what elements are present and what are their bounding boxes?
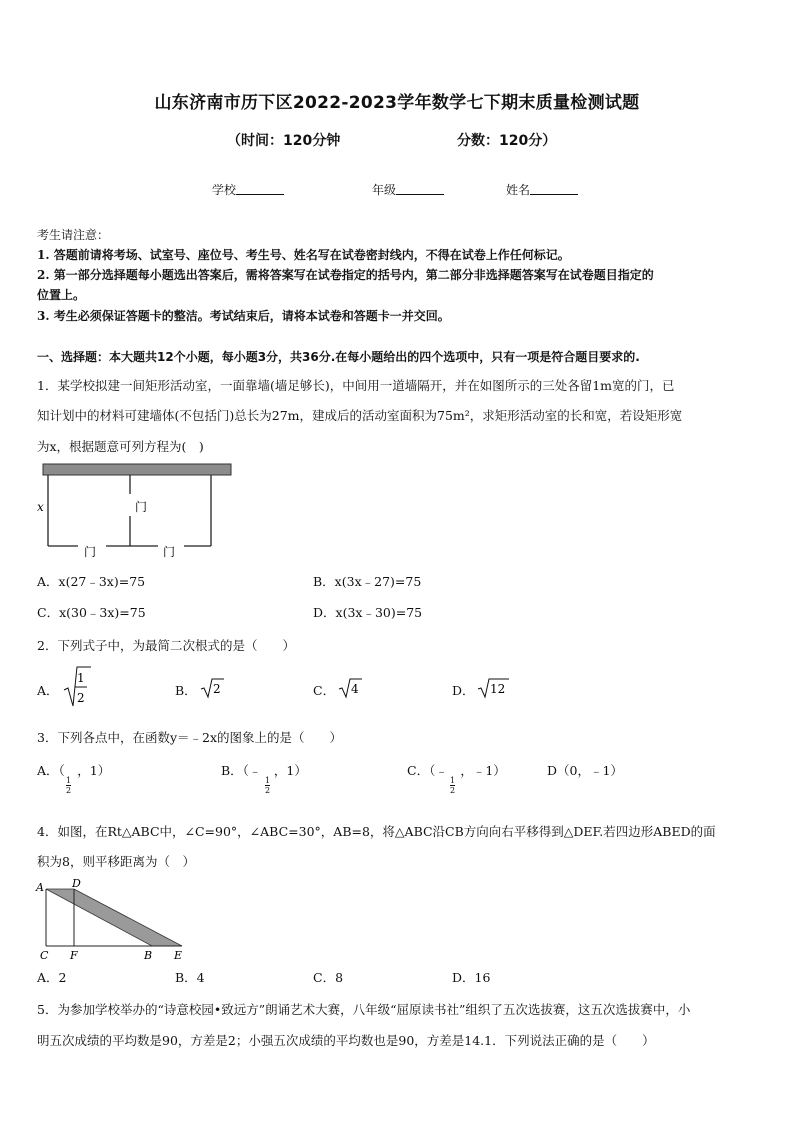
notice-heading: 考生请注意： — [37, 228, 110, 242]
q1-figure — [36, 460, 236, 562]
pt-a: A — [36, 881, 44, 894]
q1-line-2: 知计划中的材料可建墙体(不包括门)总长为27m，建成后的活动室面积为75m²，求矩形活动室的长和宽，若设矩形宽 — [37, 408, 683, 423]
q4-line-2: 积为8，则平移距离为（ ） — [37, 854, 195, 869]
q2-option-b[interactable] — [175, 681, 197, 699]
q2-d-label: D． — [452, 683, 475, 698]
q4-option-c[interactable]: C．8 — [313, 970, 344, 985]
q2-b-rad: 2 — [213, 682, 221, 696]
name-label: 姓名 — [506, 183, 531, 197]
grade-label: 年级 — [372, 183, 397, 197]
q3-a-frac: 1 2 — [66, 776, 72, 795]
exam-score: 分数：120分） — [457, 133, 557, 149]
pt-c: C — [40, 949, 49, 962]
q2-option-c[interactable] — [313, 681, 335, 699]
q2-a-num: 1 — [77, 671, 85, 685]
q4-figure — [34, 876, 194, 964]
q2-option-a[interactable] — [37, 681, 59, 699]
wall — [43, 464, 231, 475]
school-field — [212, 181, 284, 198]
exam-time: （时间：120分钟 — [227, 133, 341, 149]
pt-d: D — [72, 877, 81, 890]
q3-stem: 3．下列各点中，在函数y＝﹣2x的图象上的是（ ） — [37, 730, 343, 745]
q3-option-a[interactable]: A．（ ，1） — [37, 763, 111, 778]
page-title: 山东济南市历下区2022-2023学年数学七下期末质量检测试题 — [154, 93, 640, 113]
q2-stem: 2．下列式子中，为最简二次根式的是（ ） — [37, 638, 295, 653]
pt-f: F — [70, 949, 78, 962]
parallelogram-abed — [46, 889, 182, 946]
q2-d-radical — [476, 677, 510, 699]
q5-line-1: 5．为参加学校举办的“诗意校园•致远方”朗诵艺术大赛，八年级“屈原读书社”组织了五次选拔赛，这五次选拔赛中，小 — [37, 1002, 691, 1017]
notice-line-3: 3. 考生必须保证答题卡的整洁。考试结束后，请将本试卷和答题卡一并交回。 — [37, 309, 450, 323]
q2-b-label: B． — [175, 683, 197, 698]
q4-option-d[interactable]: D．16 — [452, 970, 491, 985]
q1-option-b[interactable]: B．x(3x﹣27)=75 — [313, 574, 422, 589]
notice-line-2-cont: 位置上。 — [37, 288, 86, 302]
grade-blank[interactable] — [396, 182, 444, 195]
q3-option-d[interactable]: D（0，﹣1） — [547, 763, 623, 778]
q2-a-radical — [62, 664, 92, 710]
fig-x-label: x — [37, 500, 44, 514]
fig-door-3: 门 — [163, 545, 176, 559]
q3-option-b[interactable]: B．（﹣ ，1） — [221, 763, 307, 778]
q5-line-2: 明五次成绩的平均数是90，方差是2；小强五次成绩的平均数也是90，方差是14.1．下列说法正确的是（ ） — [37, 1033, 655, 1048]
fig-door-1: 门 — [135, 500, 148, 514]
notice-line-1: 1. 答题前请将考场、试室号、座位号、考生号、姓名写在试卷密封线内，不得在试卷上作任何标记。 — [37, 248, 570, 262]
q2-c-label: C． — [313, 683, 336, 698]
q1-option-c[interactable]: C．x(30﹣3x)=75 — [37, 605, 146, 620]
pt-b: B — [144, 949, 153, 962]
q4-option-a[interactable]: A．2 — [37, 970, 67, 985]
q2-c-rad: 4 — [351, 682, 359, 696]
q1-line-1: 1．某学校拟建一间矩形活动室，一面靠墙(墙足够长)，中间用一道墙隔开，并在如图所示的三处各留1m宽的门，已 — [37, 378, 675, 393]
q2-b-radical — [199, 677, 225, 699]
name-blank[interactable] — [530, 182, 578, 195]
section-heading: 一、选择题：本大题共12个小题，每小题3分，共36分.在每小题给出的四个选项中，只有一项是符合题目要求的. — [37, 350, 640, 364]
q2-option-d[interactable] — [452, 681, 475, 699]
q3-c-frac: 1 2 — [450, 776, 456, 795]
school-blank[interactable] — [236, 182, 284, 195]
grade-field — [372, 181, 444, 198]
q1-option-d[interactable]: D．x(3x﹣30)=75 — [313, 605, 423, 620]
name-field — [506, 181, 578, 198]
q2-c-radical — [337, 677, 363, 699]
q3-option-c[interactable]: C．（﹣ ，﹣1） — [407, 763, 506, 778]
q2-a-label: A． — [37, 683, 59, 698]
fig-door-2: 门 — [84, 545, 97, 559]
q4-line-1: 4．如图，在Rt△ABC中，∠C=90°，∠ABC=30°，AB=8，将△ABC沿CB方向向右平移得到△DEF.若四边形ABED的面 — [37, 824, 716, 839]
q1-option-a[interactable]: A．x(27﹣3x)=75 — [37, 574, 146, 589]
q1-line-3: 为x，根据题意可列方程为( ) — [37, 439, 204, 454]
school-label: 学校 — [212, 183, 237, 197]
notice-line-2: 2. 第一部分选择题每小题选出答案后，需将答案写在试卷指定的括号内，第二部分非选择题答案写在试卷题目指定的 — [37, 268, 654, 282]
pt-e: E — [174, 949, 183, 962]
q2-d-rad: 12 — [490, 682, 506, 696]
q2-a-den: 2 — [77, 691, 85, 705]
q3-b-frac: 1 2 — [265, 776, 271, 795]
q4-option-b[interactable]: B．4 — [175, 970, 205, 985]
